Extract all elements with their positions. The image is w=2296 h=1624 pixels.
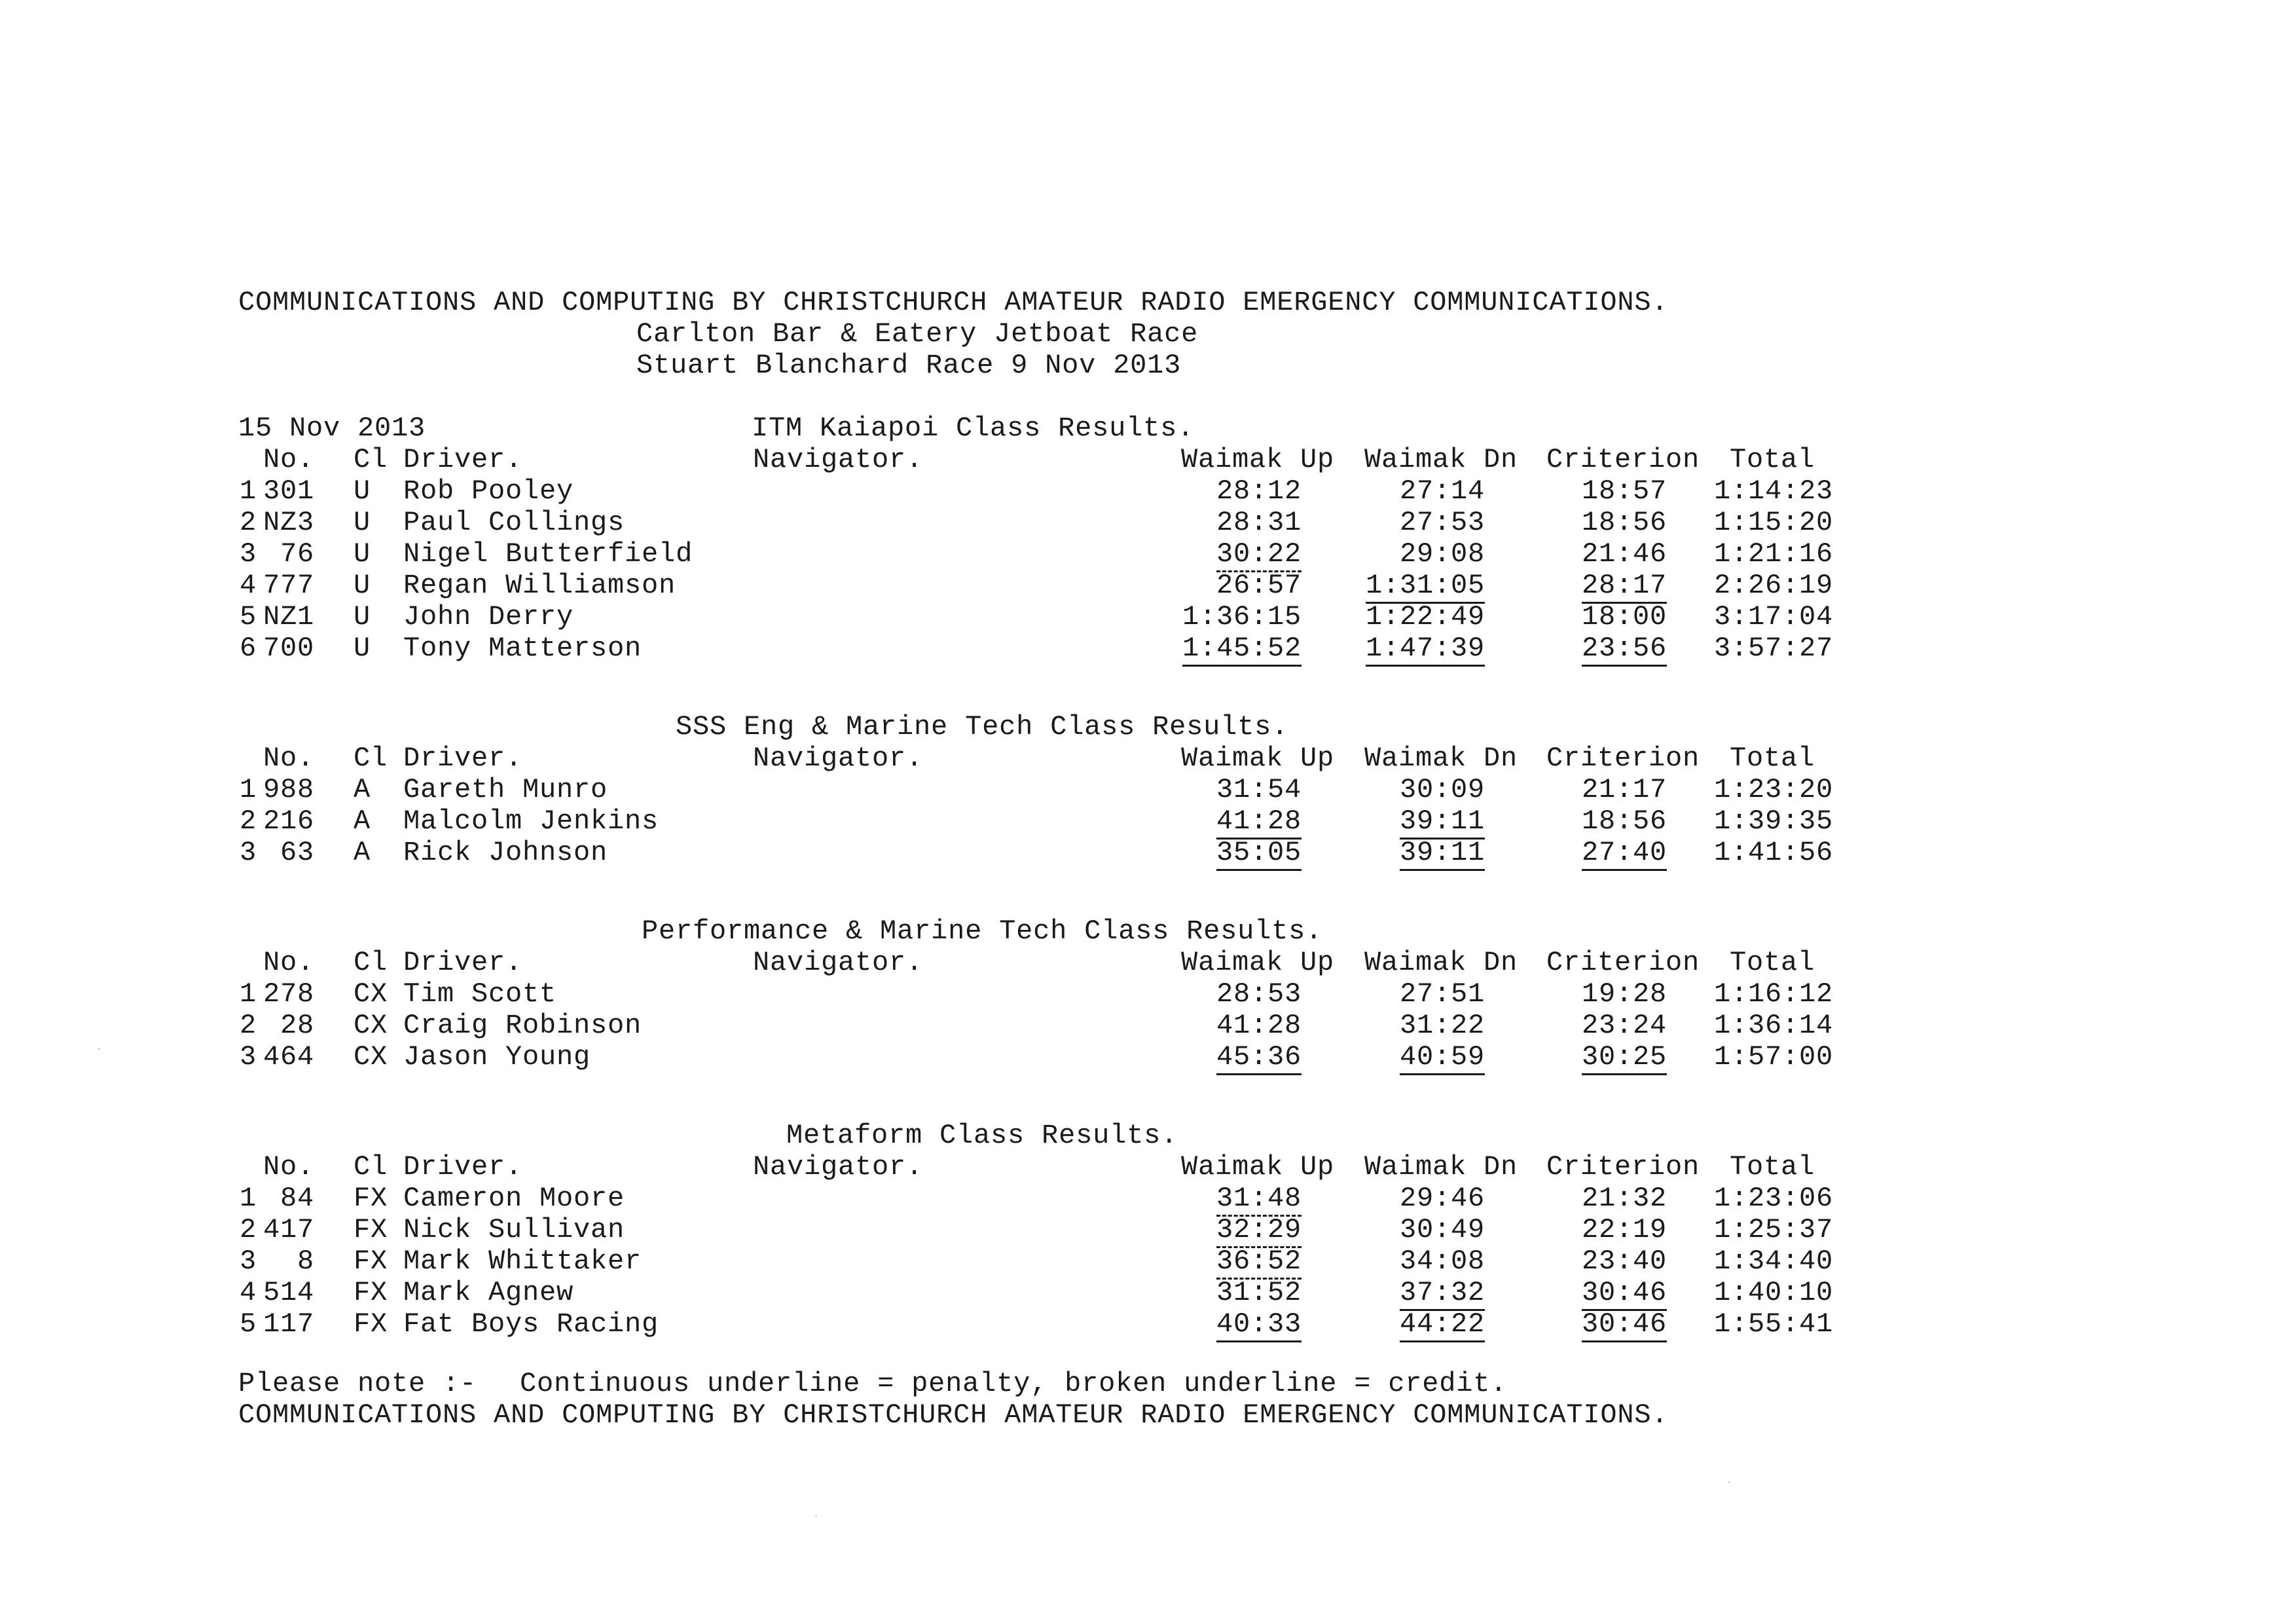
boat-number: 464 xyxy=(263,1041,314,1073)
race-title: Stuart Blanchard Race 9 Nov 2013 xyxy=(636,350,1182,381)
criterion-time-value: 23:56 xyxy=(1582,633,1667,667)
waimak-up-time-value: 32:29 xyxy=(1216,1214,1302,1248)
section-title-text: Metaform Class Results. xyxy=(786,1120,1178,1151)
place: 3 xyxy=(240,1041,257,1073)
boat-number: 28 xyxy=(280,1010,314,1041)
boat-number: NZ1 xyxy=(263,601,314,633)
waimak-dn-time: 29:46 xyxy=(1399,1183,1485,1214)
boat-number: 63 xyxy=(280,837,314,868)
boat-number: NZ3 xyxy=(263,507,314,538)
col-header-no: No. xyxy=(263,1151,314,1183)
event-title: Carlton Bar & Eatery Jetboat Race xyxy=(636,318,1199,350)
col-header-waimak-dn: Waimak Dn xyxy=(1364,743,1518,774)
waimak-up-time-value: 30:22 xyxy=(1216,538,1302,572)
total-time: 1:16:12 xyxy=(1713,978,1833,1010)
driver-name: Tony Matterson xyxy=(403,633,642,664)
waimak-up-time-value: 40:33 xyxy=(1216,1308,1302,1342)
waimak-dn-time: 1:22:49 xyxy=(1365,601,1485,633)
criterion-time xyxy=(1523,837,1667,868)
waimak-dn-time: 30:09 xyxy=(1399,774,1485,805)
boat-number: 301 xyxy=(263,475,314,507)
boat-number: 988 xyxy=(263,774,314,805)
waimak-up-time-value: 41:28 xyxy=(1216,805,1302,840)
boat-class: U xyxy=(354,570,371,601)
waimak-dn-time xyxy=(1341,570,1485,601)
waimak-up-time-value: 1:45:52 xyxy=(1182,633,1302,667)
criterion-time-value: 27:40 xyxy=(1582,837,1667,871)
col-header-total: Total xyxy=(1729,743,1815,774)
waimak-up-time: 28:12 xyxy=(1216,475,1302,507)
total-time: 3:17:04 xyxy=(1713,601,1833,633)
total-time: 3:57:27 xyxy=(1713,633,1833,664)
waimak-dn-time-value: 44:22 xyxy=(1400,1308,1485,1342)
boat-class: CX xyxy=(354,1010,388,1041)
waimak-dn-time: 34:08 xyxy=(1399,1246,1485,1277)
criterion-time-value: 30:46 xyxy=(1582,1308,1667,1342)
col-header-class: Cl xyxy=(354,947,388,978)
criterion-time: 21:46 xyxy=(1581,538,1667,570)
driver-name: Jason Young xyxy=(403,1041,591,1073)
col-header-driver: Driver. xyxy=(403,947,523,978)
scan-speck xyxy=(815,1515,817,1517)
boat-number: 76 xyxy=(280,538,314,570)
total-time: 1:36:14 xyxy=(1713,1010,1833,1041)
driver-name: Rick Johnson xyxy=(403,837,608,868)
waimak-up-time xyxy=(1157,805,1302,837)
waimak-dn-time: 27:14 xyxy=(1399,475,1485,507)
criterion-time-value: 28:17 xyxy=(1582,570,1667,604)
waimak-up-time-value: 36:52 xyxy=(1216,1246,1302,1280)
waimak-dn-time xyxy=(1341,633,1485,664)
total-time: 1:40:10 xyxy=(1713,1277,1833,1308)
col-header-criterion: Criterion xyxy=(1546,743,1700,774)
col-header-total: Total xyxy=(1729,1151,1815,1183)
place: 2 xyxy=(240,1214,257,1246)
col-header-waimak-up: Waimak Up xyxy=(1180,947,1334,978)
criterion-time xyxy=(1523,1308,1667,1340)
waimak-up-time: 26:57 xyxy=(1216,570,1302,601)
criterion-time xyxy=(1523,633,1667,664)
waimak-dn-time-value: 1:31:05 xyxy=(1366,570,1485,604)
footer-note-text: Continuous underline = penalty, broken underline = credit. xyxy=(520,1368,1508,1399)
waimak-up-time-value: 45:36 xyxy=(1216,1041,1302,1075)
col-header-waimak-dn: Waimak Dn xyxy=(1364,444,1518,475)
boat-class: A xyxy=(354,837,371,868)
col-header-driver: Driver. xyxy=(403,444,523,475)
waimak-dn-time-value: 1:47:39 xyxy=(1366,633,1485,667)
criterion-time: 23:24 xyxy=(1581,1010,1667,1041)
place: 2 xyxy=(240,507,257,538)
waimak-up-time xyxy=(1157,1041,1302,1073)
total-time: 1:34:40 xyxy=(1713,1246,1833,1277)
boat-class: FX xyxy=(354,1183,388,1214)
waimak-up-time: 31:54 xyxy=(1216,774,1302,805)
section-title-text: ITM Kaiapoi Class Results. xyxy=(752,413,1195,444)
waimak-up-time: 41:28 xyxy=(1216,1010,1302,1041)
col-header-waimak-up: Waimak Up xyxy=(1180,743,1334,774)
total-time: 1:23:06 xyxy=(1713,1183,1833,1214)
col-header-driver: Driver. xyxy=(403,743,523,774)
waimak-dn-time xyxy=(1341,1041,1485,1073)
boat-number: 514 xyxy=(263,1277,314,1308)
boat-class: U xyxy=(354,475,371,507)
criterion-time: 23:40 xyxy=(1581,1246,1667,1277)
place: 5 xyxy=(240,1308,257,1340)
place: 2 xyxy=(240,1010,257,1041)
waimak-up-time xyxy=(1157,1308,1302,1340)
criterion-time: 21:17 xyxy=(1581,774,1667,805)
waimak-up-time: 31:52 xyxy=(1216,1277,1302,1308)
driver-name: Craig Robinson xyxy=(403,1010,642,1041)
criterion-time: 18:56 xyxy=(1581,507,1667,538)
driver-name: Fat Boys Racing xyxy=(403,1308,659,1340)
place: 1 xyxy=(240,475,257,507)
criterion-time: 18:57 xyxy=(1581,475,1667,507)
waimak-up-time xyxy=(1157,837,1302,868)
waimak-dn-time: 31:22 xyxy=(1399,1010,1485,1041)
waimak-dn-time: 27:51 xyxy=(1399,978,1485,1010)
place: 2 xyxy=(240,805,257,837)
col-header-class: Cl xyxy=(354,444,388,475)
total-time: 1:55:41 xyxy=(1713,1308,1833,1340)
boat-number: 777 xyxy=(263,570,314,601)
place: 3 xyxy=(240,837,257,868)
total-time: 2:26:19 xyxy=(1713,570,1833,601)
boat-number: 278 xyxy=(263,978,314,1010)
driver-name: Cameron Moore xyxy=(403,1183,625,1214)
report-date: 15 Nov 2013 xyxy=(238,413,426,444)
criterion-time-value: 30:46 xyxy=(1582,1277,1667,1311)
waimak-up-time: 28:53 xyxy=(1216,978,1302,1010)
boat-number: 700 xyxy=(263,633,314,664)
boat-class: A xyxy=(354,774,371,805)
waimak-dn-time: 27:53 xyxy=(1399,507,1485,538)
waimak-up-time xyxy=(1157,1214,1302,1246)
criterion-time xyxy=(1523,1277,1667,1308)
header-credit-line: COMMUNICATIONS AND COMPUTING BY CHRISTCHURCH AMATEUR RADIO EMERGENCY COMMUNICATIONS. xyxy=(238,287,1669,318)
col-header-navigator: Navigator. xyxy=(753,444,924,475)
col-header-no: No. xyxy=(263,743,314,774)
waimak-up-time xyxy=(1157,633,1302,664)
boat-number: 84 xyxy=(280,1183,314,1214)
total-time: 1:21:16 xyxy=(1713,538,1833,570)
waimak-dn-time-value: 37:32 xyxy=(1400,1277,1485,1311)
waimak-up-time-value: 31:48 xyxy=(1216,1183,1302,1217)
waimak-up-time: 28:31 xyxy=(1216,507,1302,538)
boat-class: FX xyxy=(354,1277,388,1308)
place: 1 xyxy=(240,978,257,1010)
total-time: 1:15:20 xyxy=(1713,507,1833,538)
place: 4 xyxy=(240,570,257,601)
col-header-waimak-up: Waimak Up xyxy=(1180,1151,1334,1183)
footer-credit-line: COMMUNICATIONS AND COMPUTING BY CHRISTCHURCH AMATEUR RADIO EMERGENCY COMMUNICATIONS. xyxy=(238,1399,1669,1431)
criterion-time: 22:19 xyxy=(1581,1214,1667,1246)
driver-name: Tim Scott xyxy=(403,978,557,1010)
waimak-dn-time xyxy=(1341,1308,1485,1340)
driver-name: Rob Pooley xyxy=(403,475,574,507)
col-header-total: Total xyxy=(1729,444,1815,475)
waimak-up-time xyxy=(1157,538,1302,570)
boat-number: 216 xyxy=(263,805,314,837)
col-header-waimak-dn: Waimak Dn xyxy=(1364,1151,1518,1183)
driver-name: Malcolm Jenkins xyxy=(403,805,659,837)
col-header-navigator: Navigator. xyxy=(753,743,924,774)
section-title-text: SSS Eng & Marine Tech Class Results. xyxy=(676,711,1289,743)
place: 6 xyxy=(240,633,257,664)
criterion-time: 21:32 xyxy=(1581,1183,1667,1214)
place: 1 xyxy=(240,1183,257,1214)
waimak-dn-time xyxy=(1341,837,1485,868)
col-header-class: Cl xyxy=(354,1151,388,1183)
boat-class: U xyxy=(354,633,371,664)
driver-name: Regan Williamson xyxy=(403,570,676,601)
col-header-driver: Driver. xyxy=(403,1151,523,1183)
col-header-total: Total xyxy=(1729,947,1815,978)
scan-speck xyxy=(1728,1481,1730,1483)
driver-name: Nick Sullivan xyxy=(403,1214,625,1246)
driver-name: Paul Collings xyxy=(403,507,625,538)
waimak-up-time: 1:36:15 xyxy=(1182,601,1302,633)
waimak-up-time xyxy=(1157,1183,1302,1214)
waimak-dn-time-value: 39:11 xyxy=(1400,837,1485,871)
boat-class: CX xyxy=(354,1041,388,1073)
place: 4 xyxy=(240,1277,257,1308)
driver-name: Mark Whittaker xyxy=(403,1246,642,1277)
boat-class: U xyxy=(354,538,371,570)
boat-class: CX xyxy=(354,978,388,1010)
col-header-no: No. xyxy=(263,444,314,475)
waimak-up-time xyxy=(1157,1246,1302,1277)
place: 5 xyxy=(240,601,257,633)
waimak-dn-time xyxy=(1341,805,1485,837)
total-time: 1:25:37 xyxy=(1713,1214,1833,1246)
col-header-criterion: Criterion xyxy=(1546,947,1700,978)
boat-class: FX xyxy=(354,1214,388,1246)
total-time: 1:39:35 xyxy=(1713,805,1833,837)
total-time: 1:41:56 xyxy=(1713,837,1833,868)
waimak-dn-time-value: 39:11 xyxy=(1400,805,1485,840)
col-header-class: Cl xyxy=(354,743,388,774)
criterion-time xyxy=(1523,570,1667,601)
boat-number: 117 xyxy=(263,1308,314,1340)
boat-class: U xyxy=(354,601,371,633)
place: 3 xyxy=(240,1246,257,1277)
col-header-no: No. xyxy=(263,947,314,978)
col-header-waimak-dn: Waimak Dn xyxy=(1364,947,1518,978)
waimak-dn-time: 29:08 xyxy=(1399,538,1485,570)
boat-class: A xyxy=(354,805,371,837)
col-header-waimak-up: Waimak Up xyxy=(1180,444,1334,475)
driver-name: Mark Agnew xyxy=(403,1277,574,1308)
criterion-time: 18:00 xyxy=(1581,601,1667,633)
total-time: 1:14:23 xyxy=(1713,475,1833,507)
col-header-navigator: Navigator. xyxy=(753,1151,924,1183)
driver-name: Nigel Butterfield xyxy=(403,538,693,570)
criterion-time: 19:28 xyxy=(1581,978,1667,1010)
total-time: 1:57:00 xyxy=(1713,1041,1833,1073)
boat-class: FX xyxy=(354,1308,388,1340)
criterion-time-value: 30:25 xyxy=(1582,1041,1667,1075)
total-time: 1:23:20 xyxy=(1713,774,1833,805)
section-title-text: Performance & Marine Tech Class Results. xyxy=(642,915,1323,947)
waimak-dn-time xyxy=(1341,1277,1485,1308)
boat-class: U xyxy=(354,507,371,538)
waimak-dn-time: 30:49 xyxy=(1399,1214,1485,1246)
criterion-time xyxy=(1523,1041,1667,1073)
place: 3 xyxy=(240,538,257,570)
criterion-time: 18:56 xyxy=(1581,805,1667,837)
boat-class: FX xyxy=(354,1246,388,1277)
col-header-navigator: Navigator. xyxy=(753,947,924,978)
place: 1 xyxy=(240,774,257,805)
waimak-up-time-value: 35:05 xyxy=(1216,837,1302,871)
driver-name: Gareth Munro xyxy=(403,774,608,805)
col-header-criterion: Criterion xyxy=(1546,444,1700,475)
driver-name: John Derry xyxy=(403,601,574,633)
boat-number: 417 xyxy=(263,1214,314,1246)
waimak-dn-time-value: 40:59 xyxy=(1400,1041,1485,1075)
boat-number: 8 xyxy=(297,1246,314,1277)
footer-note-label: Please note :- xyxy=(238,1368,477,1399)
col-header-criterion: Criterion xyxy=(1546,1151,1700,1183)
scan-speck xyxy=(98,1048,100,1050)
